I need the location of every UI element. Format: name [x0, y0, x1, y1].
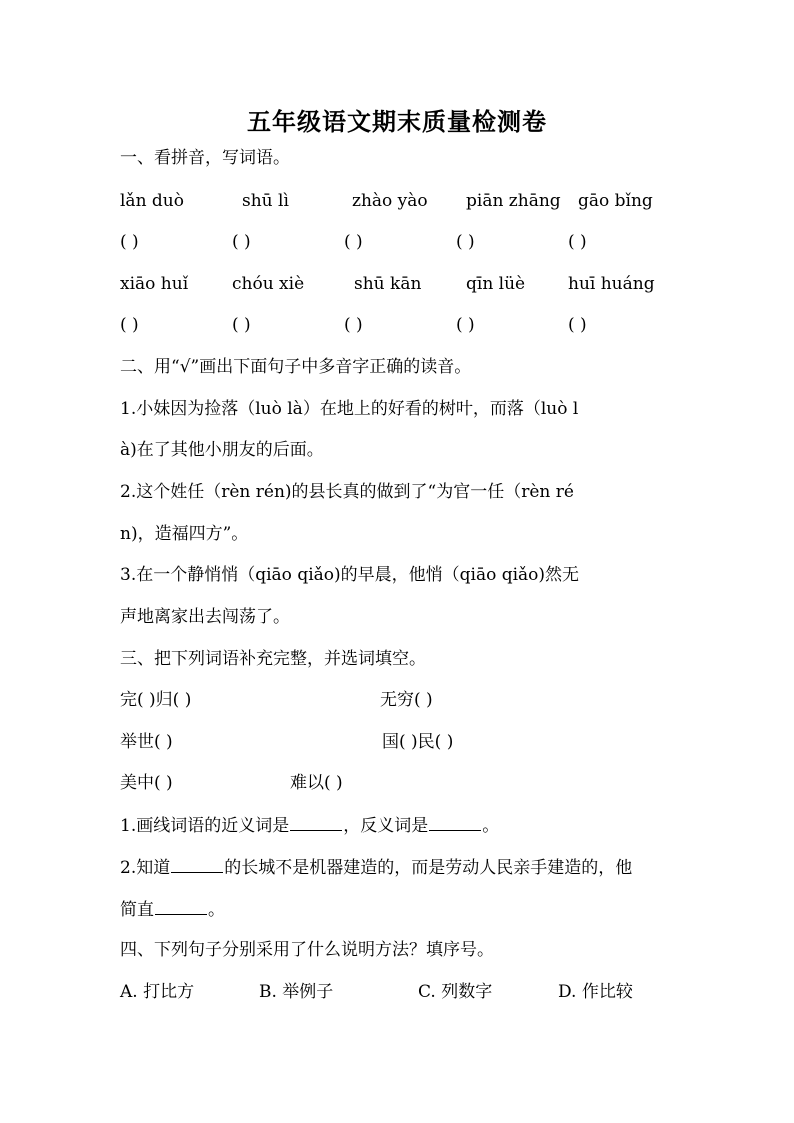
- answer-blank[interactable]: [171, 855, 223, 873]
- answer-paren[interactable]: ( ): [456, 315, 475, 335]
- option-row: [0, 980, 794, 1004]
- pinyin-item: gāo bǐng: [578, 191, 653, 211]
- answer-paren[interactable]: ( ): [120, 315, 139, 335]
- section-2-heading: 二、用“√”画出下面句子中多音字正确的读音。: [120, 357, 472, 377]
- answer-blank[interactable]: [290, 813, 342, 831]
- answer-row-1: [0, 230, 794, 254]
- question-text: 。: [208, 900, 225, 920]
- question-2-3-line-2: 声地离家出去闯荡了。: [120, 607, 290, 627]
- question-2-1-line-1: [120, 397, 680, 421]
- question-2-2-line-2: n)，造福四方”。: [120, 524, 249, 544]
- option-b: B. 举例子: [259, 982, 334, 1002]
- word-fill[interactable]: 国( )民( ): [382, 732, 454, 752]
- question-text: 1.小妹因为捡落（luò là）在地上的好看的树叶，而落（luò l: [120, 399, 579, 419]
- pinyin-item: shū lì: [242, 191, 289, 211]
- answer-paren[interactable]: ( ): [344, 315, 363, 335]
- option-d: D. 作比较: [558, 982, 633, 1002]
- pinyin-item: lǎn duò: [120, 191, 184, 211]
- word-fill[interactable]: 无穷( ): [380, 690, 433, 710]
- pinyin-item: chóu xiè: [232, 274, 305, 294]
- pinyin-row-1: [0, 189, 794, 213]
- word-row-3: [0, 771, 794, 795]
- question-text: 简直: [120, 900, 154, 920]
- answer-paren[interactable]: ( ): [568, 232, 587, 252]
- question-3-2-line-1: [120, 855, 680, 880]
- pinyin-item: piān zhāng: [466, 191, 561, 211]
- answer-paren[interactable]: ( ): [344, 232, 363, 252]
- section-4-heading: 四、下列句子分别采用了什么说明方法？填序号。: [120, 940, 494, 960]
- pinyin-item: shū kān: [354, 274, 422, 294]
- option-c: C. 列数字: [418, 982, 493, 1002]
- answer-paren[interactable]: ( ): [568, 315, 587, 335]
- answer-blank[interactable]: [429, 813, 481, 831]
- question-2-3-line-1: 3.在一个静悄悄（qiāo qiǎo)的早晨，他悄（qiāo qiǎo)然无: [120, 565, 580, 585]
- pinyin-item: huī huáng: [568, 274, 655, 294]
- question-text: ，反义词是: [343, 816, 429, 836]
- pinyin-item: qīn lüè: [466, 274, 526, 294]
- word-fill[interactable]: 美中( ): [120, 773, 173, 793]
- section-1-heading: 一、看拼音，写词语。: [120, 148, 290, 168]
- question-text: 1.画线词语的近义词是: [120, 816, 290, 836]
- exam-title: 五年级语文期末质量检测卷: [247, 107, 547, 136]
- answer-paren[interactable]: ( ): [232, 232, 251, 252]
- option-a: A. 打比方: [120, 982, 195, 1002]
- question-text: 2.知道: [120, 858, 171, 878]
- word-fill[interactable]: 举世( ): [120, 732, 173, 752]
- section-3-heading: 三、把下列词语补充完整，并选词填空。: [120, 649, 426, 669]
- question-2-2-line-1: 2.这个姓任（rèn rén)的县长真的做到了“为官一任（rèn ré: [120, 482, 574, 502]
- pinyin-row-2: [0, 272, 794, 296]
- answer-paren[interactable]: ( ): [120, 232, 139, 252]
- question-3-2-line-2: [120, 897, 680, 922]
- question-text: 的长城不是机器建造的，而是劳动人民亲手建造的，他: [224, 858, 633, 878]
- question-text: 。: [482, 816, 500, 836]
- word-fill[interactable]: 难以( ): [290, 773, 343, 793]
- word-fill[interactable]: 完( )归( ): [120, 690, 192, 710]
- answer-paren[interactable]: ( ): [232, 315, 251, 335]
- question-2-1-line-2: à)在了其他小朋友的后面。: [120, 440, 324, 460]
- answer-row-2: [0, 313, 794, 337]
- question-3-1: [120, 813, 680, 838]
- pinyin-item: zhào yào: [352, 191, 428, 211]
- pinyin-item: xiāo huǐ: [120, 274, 189, 294]
- answer-paren[interactable]: ( ): [456, 232, 475, 252]
- answer-blank[interactable]: [155, 897, 207, 915]
- word-row-2: [0, 730, 794, 754]
- word-row-1: [0, 688, 794, 712]
